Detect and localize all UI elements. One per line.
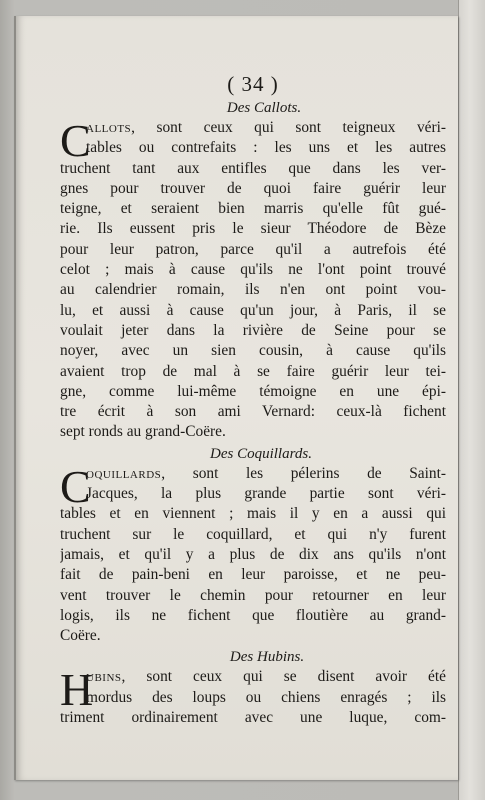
paragraph-callots (60, 115, 446, 443)
text-line: vent trouver le chemin pour retourner en leur (60, 586, 446, 604)
text-line: sept ronds au grand-Coëre. (60, 423, 226, 441)
text-line: Jacques, la plus grande partie sont véri- (86, 485, 446, 503)
text-line: mordus des loups ou chiens enragés ; ils (86, 688, 446, 706)
text-line: pour leur patron, parce qu'il a autrefois été (60, 240, 446, 258)
text-line: oquillards, sont les pélerins de Saint- (86, 464, 446, 482)
drop-cap: H (60, 664, 94, 716)
text-line: ubins, sont ceux qui se disent avoir été (86, 668, 446, 686)
text-line: truchent sur le coquillard, et qui n'y furent (60, 525, 446, 543)
drop-cap: C (60, 115, 91, 166)
text-line: gnes pour trouver de quoi faire guérir leur (60, 179, 446, 197)
page-text (60, 70, 446, 728)
text-line: tre écrit à son ami Vernard: ceux-là fichent (60, 403, 446, 421)
text-line: Coëre. (60, 627, 101, 645)
text-line: noyer, avec un sien cousin, à cause qu'ils (60, 342, 446, 360)
book-page (14, 16, 458, 780)
text-line: fait de pain-beni en leur paroisse, et ne peu- (60, 566, 446, 584)
paragraph-hubins (60, 664, 446, 728)
text-line: celot ; mais à cause qu'ils ne l'ont point trouvé (60, 261, 446, 279)
text-line: teigne, et seraient bien marris qu'elle fût gué- (60, 200, 446, 218)
text-line: gne, comme lui-même témoigne en une épi- (60, 382, 446, 400)
section-heading-hubins: Des Hubins. (229, 649, 305, 666)
page-number: ( 34 ) (227, 72, 279, 96)
section-heading-callots: Des Callots. (226, 100, 302, 116)
paragraph-coquillards (60, 460, 446, 647)
lead-word: oquillards (86, 464, 162, 482)
text-line: voulait jeter dans la rivière de Seine pour se (60, 321, 446, 339)
text-line: tables et en viennent ; mais il y en a aussi qui (60, 505, 446, 523)
text-line: lu, et aussi à cause qu'un jour, à Paris, il se (60, 301, 446, 319)
text-line: triment ordinairement avec une luque, com- (60, 709, 446, 727)
section-heading-coquillards: Des Coquillards. (210, 445, 312, 462)
text-line: allots, sont ceux qui sont teigneux véri- (86, 119, 446, 136)
text-line: rie. Ils eussent pris le sieur Théodore de Bèze (60, 220, 446, 238)
lead-word: allots (86, 119, 132, 136)
underlying-page-edge (458, 0, 485, 800)
drop-cap: C (60, 460, 91, 512)
text-line: truchent tant aux entifles que dans les ver- (60, 159, 446, 177)
text-line: au calendrier romain, ils n'en ont point vou- (60, 281, 446, 299)
text-line: logis, ils ne fichent que floutière au grand- (60, 606, 446, 624)
text-line: tables ou contrefaits : les uns et les autres (86, 139, 446, 157)
lead-word: ubins (86, 668, 122, 686)
text-line: jamais, et qu'il y a plus de dix ans qu'ils n'ont (60, 545, 446, 563)
text-line: avaient trop de mal à se faire guérir leur tei- (60, 362, 446, 380)
